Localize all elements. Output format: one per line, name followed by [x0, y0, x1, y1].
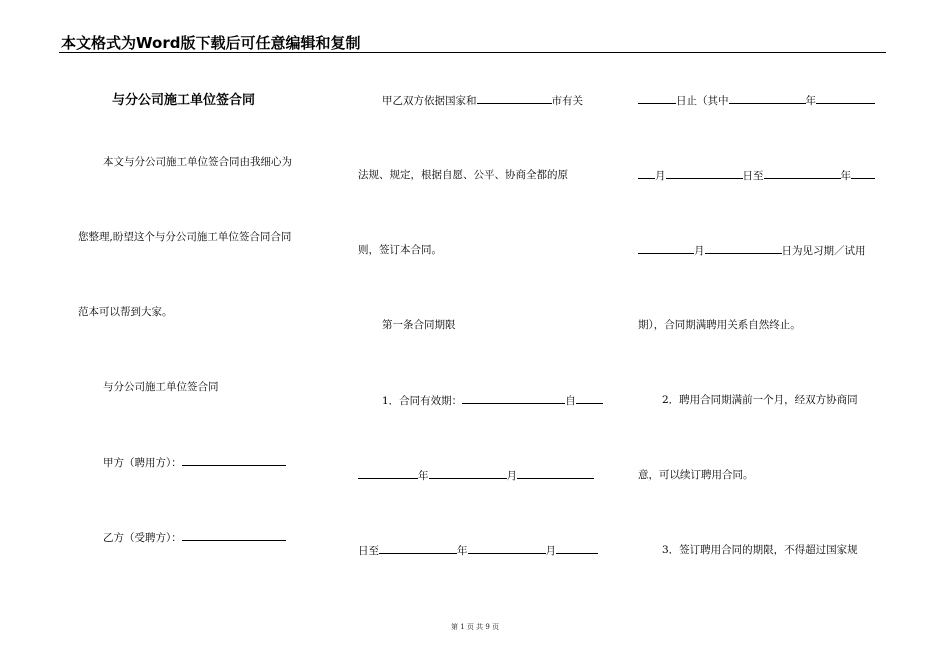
col2-text: 月: [506, 470, 517, 482]
date-blank: [358, 468, 418, 479]
col2-line-6: [358, 468, 594, 483]
page-number: 第 1 页 共 9 页: [450, 623, 500, 631]
date-blank: [468, 543, 546, 554]
party-b-blank: [182, 530, 286, 541]
date-blank: [517, 468, 594, 479]
col3-line-4: 期），合同期满聘用关系自然终止。: [638, 319, 801, 331]
col2-text: 1．合同有效期：: [382, 395, 463, 407]
intro-line-2: 您整理,盼望这个与分公司施工单位签合同合同: [78, 231, 292, 243]
document-title: 与分公司施工单位签合同: [112, 93, 256, 108]
date-blank: [638, 168, 655, 179]
date-blank: [729, 93, 806, 104]
col2-text: 年: [457, 545, 468, 557]
col3-line-3: [638, 243, 866, 258]
col2-line-2: 法规、规定，根据自愿、公平、协商全都的原: [358, 169, 568, 181]
col3-text: 年: [840, 170, 851, 182]
date-blank: [576, 393, 603, 404]
date-blank: [666, 168, 743, 179]
col3-text: 日止（其中: [676, 95, 729, 107]
col2-line-5: [382, 393, 603, 408]
col3-text: 月: [655, 170, 666, 182]
clause-3-line-1: 3．签订聘用合同的期限，不得超过国家规: [662, 544, 858, 556]
intro-line-3: 范本可以帮到大家。: [78, 306, 173, 318]
col2-text: 自: [565, 395, 576, 407]
date-blank: [429, 468, 507, 479]
date-blank: [638, 93, 676, 104]
article-1-heading: 第一条合同期限: [382, 319, 456, 331]
col2-text: 市有关: [551, 95, 583, 107]
party-b-label: 乙方（受聘方）：: [103, 532, 182, 544]
col3-text: 月: [694, 245, 705, 257]
date-blank: [851, 168, 875, 179]
col2-text: 甲乙双方依据国家和: [382, 95, 477, 107]
document-header: 本文格式为Word版下载后可任意编辑和复制: [61, 34, 361, 52]
date-blank: [379, 543, 457, 554]
col2-text: 日至: [358, 545, 379, 557]
col3-text: 日至: [742, 170, 764, 182]
header-divider: [59, 52, 886, 53]
col2-line-1: [382, 93, 583, 108]
party-b-line: [103, 530, 286, 545]
date-blank: [556, 543, 598, 554]
date-blank: [816, 93, 875, 104]
col2-text: 年: [418, 470, 429, 482]
col2-line-7: [358, 543, 598, 558]
col2-text: 月: [545, 545, 556, 557]
date-blank: [764, 168, 841, 179]
term-blank: [462, 393, 565, 404]
party-a-label: 甲方（聘用方）：: [103, 457, 182, 469]
col3-text: 年: [805, 95, 816, 107]
date-blank: [638, 243, 694, 254]
contract-subtitle: 与分公司施工单位签合同: [103, 381, 219, 393]
col3-line-1: [638, 93, 875, 108]
clause-2-line-2: 意，可以续订聘用合同。: [638, 469, 754, 481]
date-blank: [705, 243, 782, 254]
party-a-line: [103, 455, 286, 470]
col3-text: 日为见习期／试用: [781, 245, 866, 257]
party-a-blank: [182, 455, 286, 466]
clause-2-line-1: 2．聘用合同期满前一个月，经双方协商同: [662, 394, 858, 406]
city-blank: [477, 93, 552, 104]
intro-line-1: 本文与分公司施工单位签合同由我细心为: [103, 156, 292, 168]
col2-line-3: 则，签订本合同。: [358, 244, 442, 256]
col3-line-2: [638, 168, 875, 183]
